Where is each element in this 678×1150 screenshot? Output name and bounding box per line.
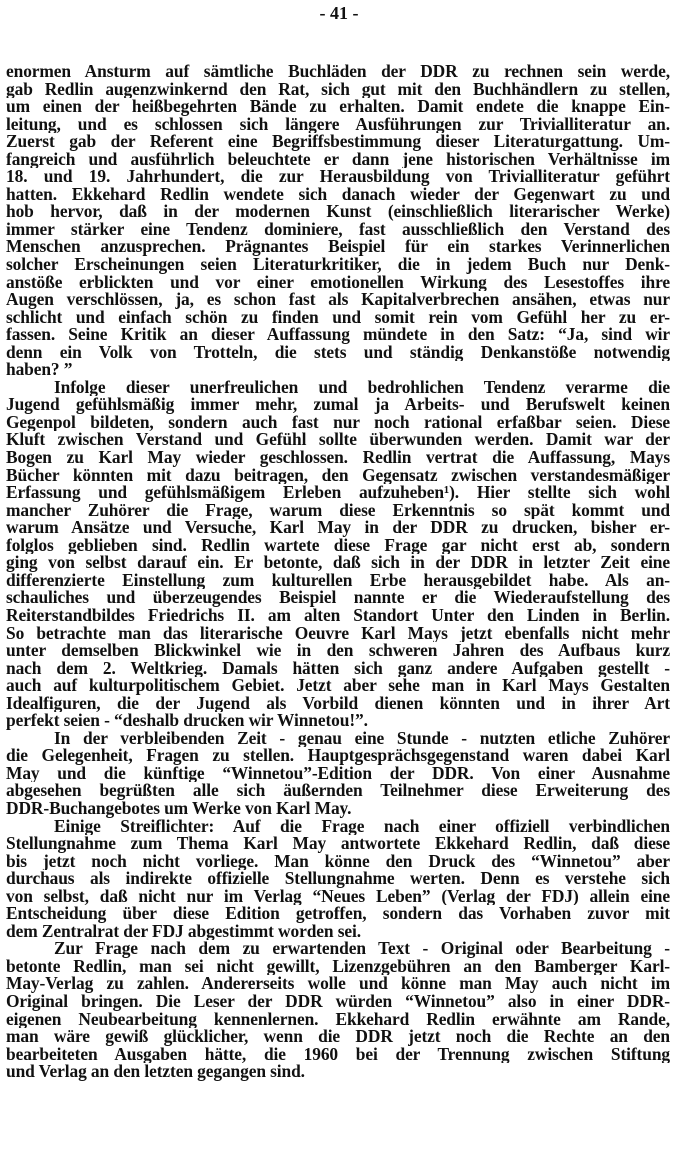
text-line: folglos geblieben sind. Redlin wartete diese Frage gar nicht erst ab, sondern bbox=[6, 536, 670, 555]
text-line: bis jetzt noch nicht vorliege. Man könne den Druck des “Winnetou” aber bbox=[6, 852, 670, 871]
text-line: Bücher könnten mit dazu beitragen, den Gegensatz zwischen verstandesmäßiger bbox=[6, 466, 670, 485]
text-line: Menschen anzusprechen. Prägnantes Beispiel für ein starkes Verinnerlichen bbox=[6, 238, 670, 257]
text-line: In der verbleibenden Zeit - genau eine Stunde - nutzten etliche Zuhörer bbox=[54, 729, 670, 748]
text-line: DDR-Buchangebotes um Werke von Karl May. bbox=[6, 799, 352, 818]
text-line: Kluft zwischen Verstand und Gefühl sollte überwunden werden. Damit war der bbox=[6, 431, 670, 450]
text-line: dem Zentralrat der FDJ abgestimmt worden sei. bbox=[6, 922, 362, 941]
text-line: abgesehen begrüßten alle sich äußernden Teilnehmer diese Erweiterung des bbox=[6, 782, 670, 800]
text-line: schauliches und überzeugendes Beispiel nannte er die Wiederaufstellung des bbox=[6, 589, 670, 607]
text-line: fangreich und ausführlich beleuchtete er dann jene historischen Verhältnisse im bbox=[6, 150, 670, 169]
text-line: May und die künftige “Winnetou”-Edition der DDR. Von einer Ausnahme bbox=[6, 764, 670, 783]
text-line: eigenen Neubearbeitung kennenlernen. Ekkehard Redlin erwähnte am Rande, bbox=[6, 1010, 670, 1029]
text-line: differenzierte Einstellung zum kulturellen Erbe herausgebildet habe. Als an- bbox=[6, 571, 670, 590]
text-line: mancher Zuhörer die Frage, warum diese Erkenntnis so spät kommt und bbox=[6, 501, 670, 520]
text-line: Einige Streiflichter: Auf die Frage nach einer offiziell verbindlichen bbox=[54, 817, 670, 836]
text-line: Reiterstandbildes Friedrichs II. am alten Standort Unter den Linden in Berlin. bbox=[6, 606, 670, 625]
text-line: von selbst, daß nicht nur im Verlag “Neues Leben” (Verlag der FDJ) allein eine bbox=[6, 887, 670, 906]
text-line: Augen verschlössen, ja, es schon fast als Kapitalverbrechen ansähen, etwas nur bbox=[6, 291, 670, 309]
text-line: durchaus als indirekte offizielle Stellungnahme werten. Denn es verstehe sich bbox=[6, 870, 670, 888]
text-line: warum Ansätze und Versuche, Karl May in der DDR zu drucken, bisher er- bbox=[6, 519, 670, 537]
paragraph bbox=[6, 379, 670, 730]
text-line: Jugend gefühlsmäßig immer mehr, zumal ja Arbeits- und Berufswelt keinen bbox=[6, 396, 670, 414]
text-line: ging von selbst darauf ein. Er betonte, daß sich in der DDR in letzter Zeit eine bbox=[6, 554, 670, 572]
text-line: perfekt seien - “deshalb drucken wir Winnetou!”. bbox=[6, 712, 368, 730]
text-line: leitung, und es schlossen sich längere Ausführungen zur Trivialliteratur an. bbox=[6, 115, 670, 134]
text-line: fassen. Seine Kritik an dieser Auffassung mündete in den Satz: “Ja, sind wir bbox=[6, 326, 670, 344]
text-line: bearbeiteten Ausgaben hätte, die 1960 bei der Trennung zwischen Stiftung bbox=[6, 1045, 670, 1064]
text-line: Zuerst gab der Referent eine Begriffsbestimmung dieser Literaturgattung. Um- bbox=[6, 133, 670, 151]
text-line: Entscheidung über diese Edition getroffen, sondern das Vorhaben zuvor mit bbox=[6, 905, 670, 923]
text-line: hatten. Ekkehard Redlin wendete sich danach wieder der Gegenwart zu und bbox=[6, 185, 670, 204]
text-line: gab Redlin augenzwinkernd den Rat, sich gut mit den Buchhändlern zu stellen, bbox=[6, 80, 670, 99]
body-text bbox=[6, 63, 670, 1081]
text-line: anstöße erblickten und vor einer emotionellen Wirkung des Lesestoffes ihre bbox=[6, 273, 670, 292]
text-line: Idealfiguren, die der Jugend als Vorbild dienen könnten und in ihrer Art bbox=[6, 694, 670, 713]
text-line: schlicht und einfach schön zu finden und somit rein vom Gefühl her zu er- bbox=[6, 308, 670, 327]
text-line: So betrachte man das literarische Oeuvre Karl Mays jetzt ebenfalls nicht mehr bbox=[6, 624, 670, 643]
text-line: Erfassung und gefühlsmäßigem Erleben aufzuheben¹). Hier stellte sich wohl bbox=[6, 484, 670, 502]
text-line: denn ein Volk von Trotteln, die stets und ständig Denkanstöße notwendig bbox=[6, 343, 670, 362]
text-line: hob hervor, daß in der modernen Kunst (einschließlich literarischer Werke) bbox=[6, 203, 670, 221]
text-line: die Gelegenheit, Fragen zu stellen. Hauptgesprächsgegenstand waren dabei Karl bbox=[6, 747, 670, 765]
text-line: immer stärker eine Tendenz dominiere, fast ausschließlich den Verstand des bbox=[6, 220, 670, 239]
text-line: Infolge dieser unerfreulichen und bedrohlichen Tendenz verarme die bbox=[54, 378, 670, 397]
text-line: nach dem 2. Weltkrieg. Damals hätten sich ganz andere Aufgaben gestellt - bbox=[6, 659, 670, 678]
paragraph bbox=[6, 818, 670, 941]
page-number: - 41 - bbox=[319, 3, 359, 23]
text-line: betonte Redlin, man sei nicht gewillt, Lizenzgebühren an den Bamberger Karl- bbox=[6, 957, 670, 976]
text-line: enormen Ansturm auf sämtliche Buchläden der DDR zu rechnen sein werde, bbox=[6, 63, 670, 81]
text-line: 18. und 19. Jahrhundert, die zur Herausbildung von Trivialliteratur geführt bbox=[6, 168, 670, 186]
text-line: Zur Frage nach dem zu erwartenden Text - Original oder Bearbeitung - bbox=[54, 940, 670, 958]
text-line: haben? ” bbox=[6, 361, 73, 379]
text-line: unter demselben Blickwinkel wie in den schweren Jahren des Aufbaus kurz bbox=[6, 642, 670, 660]
text-line: man wäre gewiß glücklicher, wenn die DDR jetzt noch die Rechte an den bbox=[6, 1028, 670, 1046]
paragraph bbox=[6, 940, 670, 1080]
text-line: auch auf kulturpolitischem Gebiet. Jetzt aber sehe man in Karl Mays Gestalten bbox=[6, 677, 670, 695]
text-line: und Verlag an den letzten gegangen sind. bbox=[6, 1063, 305, 1081]
text-line: um einen der heißbegehrten Bände zu erhalten. Damit endete die knappe Ein- bbox=[6, 98, 670, 116]
paragraph bbox=[6, 63, 670, 379]
text-line: solcher Erscheinungen seien Literaturkritiker, die in jedem Buch nur Denk- bbox=[6, 256, 670, 274]
text-line: Gegenpol bildeten, sondern auch fast nur noch rational erfaßbar seien. Diese bbox=[6, 413, 670, 432]
text-line: May-Verlag zu zahlen. Andererseits wolle und könne man May auch nicht im bbox=[6, 975, 670, 993]
text-line: Bogen zu Karl May wieder geschlossen. Redlin vertrat die Auffassung, Mays bbox=[6, 449, 670, 467]
text-line: Original bringen. Die Leser der DDR würden “Winnetou” also in einer DDR- bbox=[6, 992, 670, 1011]
text-line: Stellungnahme zum Thema Karl May antwortete Ekkehard Redlin, daß diese bbox=[6, 835, 670, 853]
paragraph bbox=[6, 730, 670, 818]
